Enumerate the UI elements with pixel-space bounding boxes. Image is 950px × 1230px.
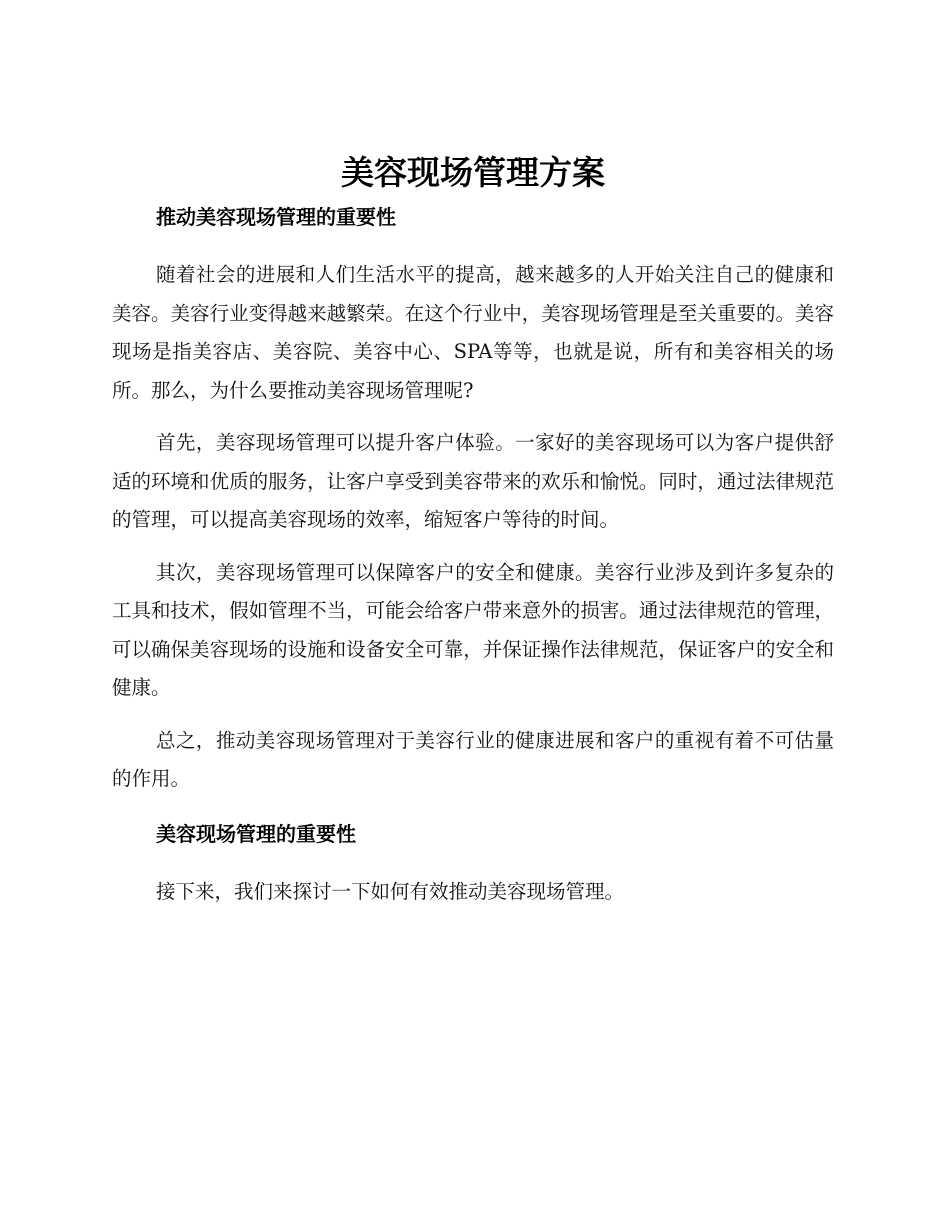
paragraph-intro: 随着社会的进展和人们生活水平的提高，越来越多的人开始关注自己的健康和美容。美容行业变得越来越繁荣。在这个行业中，美容现场管理是至关重要的。美容现场是指美容店、美容院、美容中心、SPA等等，也就是说，所有和美容相关的场所。那么，为什么要推动美容现场管理呢? [112,263,834,402]
paragraph-conclusion: 总之，推动美容现场管理对于美容行业的健康进展和客户的重视有着不可估量的作用。 [112,728,834,790]
section-heading-importance: 美容现场管理的重要性 [156,821,356,846]
paragraph-next-steps: 接下来，我们来探讨一下如何有效推动美容现场管理。 [156,879,625,903]
document-title: 美容现场管理方案 [341,153,605,192]
paragraph-customer-experience: 首先，美容现场管理可以提升客户体验。一家好的美容现场可以为客户提供舒适的环境和优质的服务，让客户享受到美容带来的欢乐和愉悦。同时，通过法律规范的管理，可以提高美容现场的效率，缩短客户等待的时间。 [112,431,834,531]
section-heading-importance-of-promoting: 推动美容现场管理的重要性 [156,205,396,229]
paragraph-safety-health: 其次，美容现场管理可以保障客户的安全和健康。美容行业涉及到许多复杂的工具和技术，假如管理不当，可能会给客户带来意外的损害。通过法律规范的管理，可以确保美容现场的设施和设备安全可靠，并保证操作法律规范，保证客户的安全和健康。 [112,560,834,699]
document-page [112,150,834,911]
